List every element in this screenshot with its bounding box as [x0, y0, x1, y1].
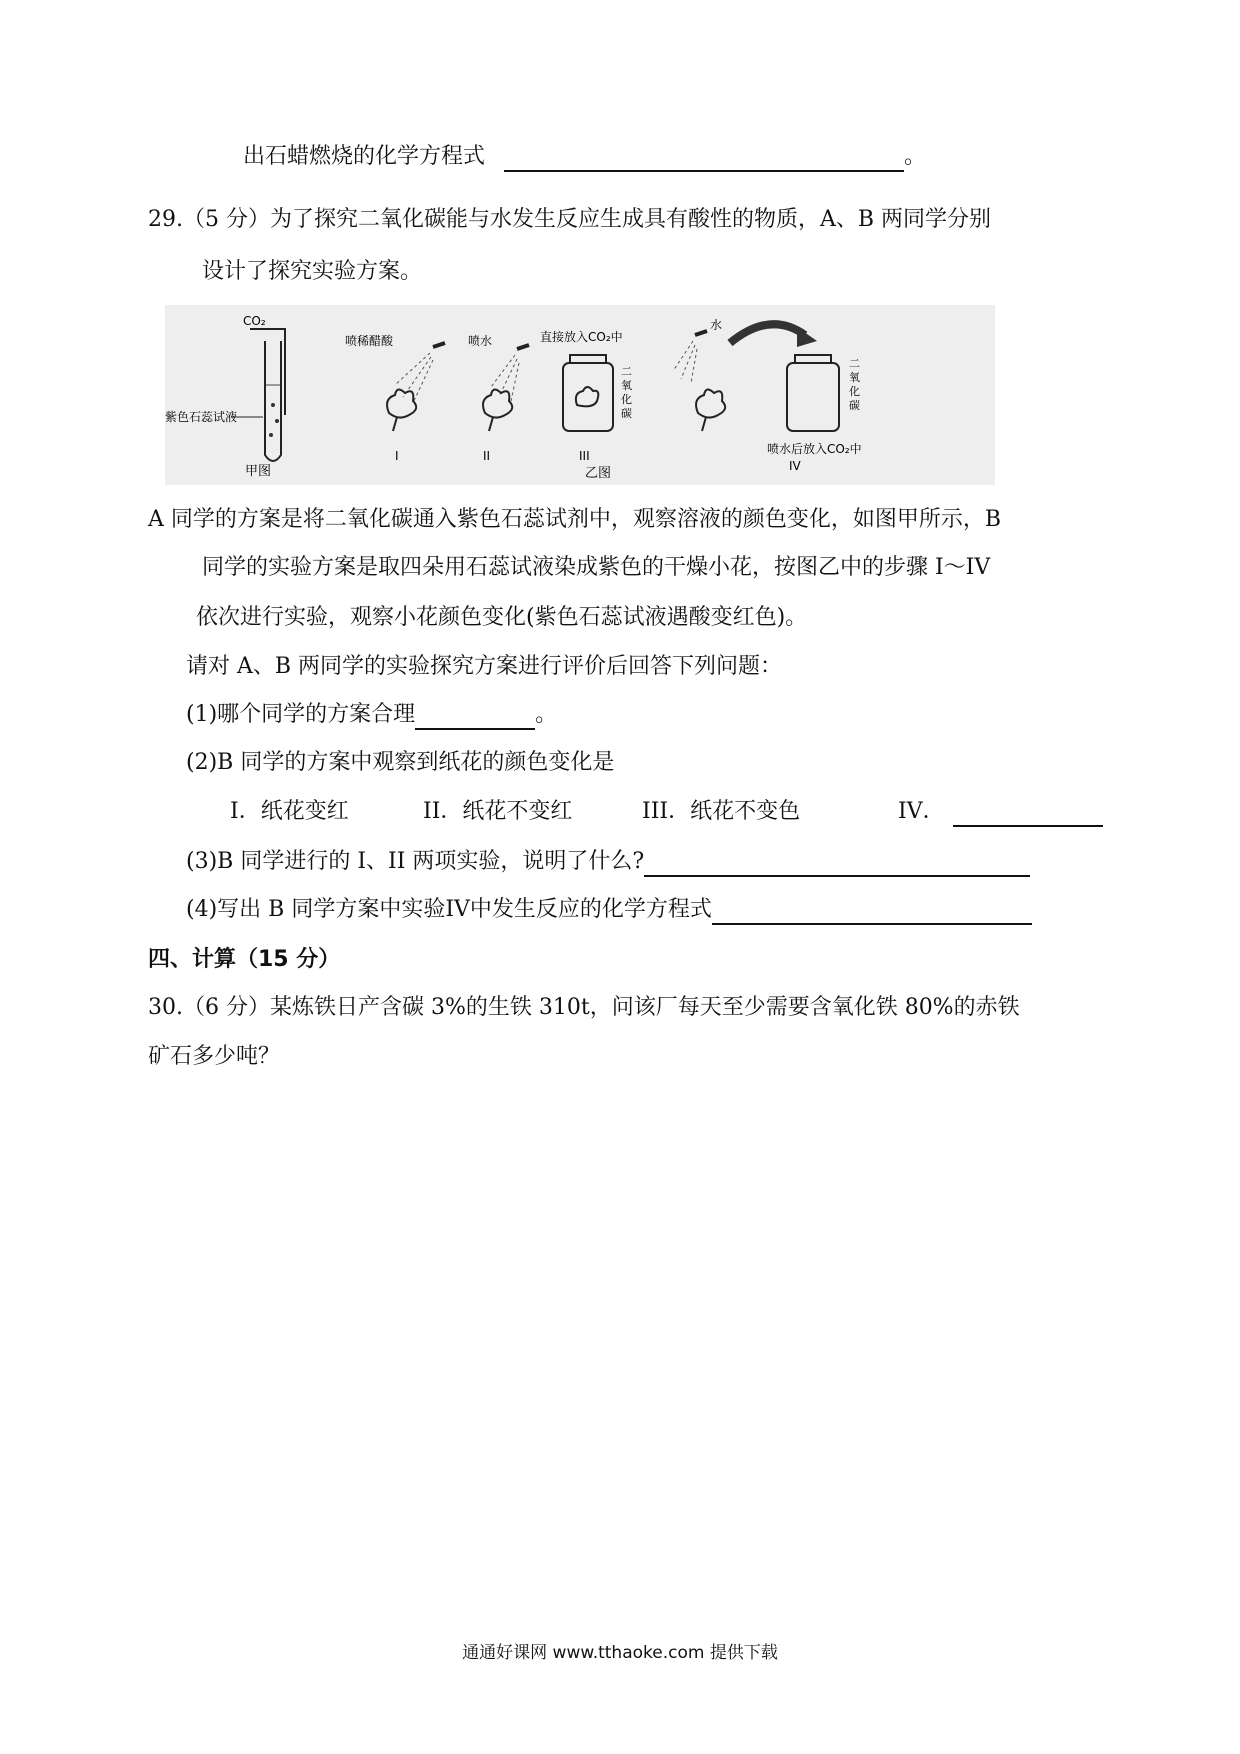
question-29-head: 29.（5 分）为了探究二氧化碳能与水发生反应生成具有酸性的物质，A、B 两同学分别 [148, 207, 992, 232]
subquestion-4-text: (4)写出 B 同学方案中实验IV中发生反应的化学方程式 [186, 897, 712, 922]
subquestion-2: (2)B 同学的方案中观察到纸花的颜色变化是 [186, 750, 615, 775]
subquestion-3 [186, 847, 1030, 877]
subquestion-4-blank[interactable] [712, 899, 1032, 925]
step1-roman: I [395, 449, 399, 463]
svg-text:氧: 氧 [849, 371, 860, 384]
step1-label: 喷稀醋酸 [345, 334, 394, 348]
question-29-cont: 设计了探究实验方案。 [202, 259, 423, 284]
step3-roman: III [579, 449, 590, 463]
option-1: I．纸花变红 [230, 799, 349, 824]
flower-2 [483, 389, 512, 417]
prompt-text: 出石蜡燃烧的化学方程式 [243, 144, 486, 169]
step4-water-label: 水 [710, 318, 723, 332]
svg-text:氧: 氧 [621, 379, 632, 392]
para-line-1: A 同学的方案是将二氧化碳通入紫色石蕊试剂中，观察溶液的颜色变化，如图甲所示，B [148, 507, 1002, 532]
co2-label: CO₂ [243, 314, 266, 328]
svg-text:碳: 碳 [849, 399, 860, 412]
flower-4 [696, 389, 725, 417]
jar-lid-4 [795, 355, 831, 363]
sprayer-4 [695, 331, 707, 335]
litmus-label: 紫色石蕊试液 [165, 410, 238, 424]
period: 。 [904, 144, 927, 169]
option-2: II．纸花不变红 [423, 799, 573, 824]
page-footer: 通通好课网 www.tthaoke.com 提供下载 [462, 1643, 778, 1663]
option-3: III．纸花不变色 [642, 799, 801, 824]
experiment-diagram [165, 305, 995, 485]
section-4-heading: 四、计算（15 分） [148, 947, 341, 972]
figure-yi-caption: 乙图 [585, 466, 612, 481]
experiment-figure [165, 305, 995, 485]
option-4-label: IV． [898, 799, 945, 824]
step4-label: 喷水后放入CO₂中 [767, 442, 862, 456]
svg-text:化: 化 [621, 393, 632, 406]
para-line-3: 依次进行实验，观察小花颜色变化(紫色石蕊试液遇酸变红色)。 [196, 605, 808, 630]
subquestion-3-text: (3)B 同学进行的 I、II 两项实验，说明了什么? [186, 849, 645, 874]
question-30-cont: 矿石多少吨？ [148, 1044, 281, 1069]
svg-text:二: 二 [849, 357, 860, 370]
sprayer-2 [517, 345, 529, 349]
gas-label-3 [621, 365, 632, 420]
subquestion-1 [186, 700, 557, 730]
option-4-blank[interactable] [953, 801, 1103, 827]
option-4 [898, 797, 1103, 827]
answer-blank[interactable] [504, 146, 904, 172]
subquestion-3-blank[interactable] [644, 851, 1030, 877]
step3-label: 直接放入CO₂中 [540, 330, 623, 344]
subquestion-1-period: 。 [535, 702, 558, 727]
question-30-head: 30.（6 分）某炼铁日产含碳 3%的生铁 310t，问该厂每天至少需要含氧化铁 80%的赤铁 [148, 995, 1020, 1020]
answer-line-paraffin [243, 142, 926, 172]
svg-text:二: 二 [621, 365, 632, 378]
subquestion-1-text: (1)哪个同学的方案合理 [186, 702, 416, 727]
jar-lid-3 [570, 355, 606, 363]
sprayer-1 [433, 343, 445, 347]
step2-label: 喷水 [468, 334, 493, 348]
para-line-2: 同学的实验方案是取四朵用石蕊试液染成紫色的干燥小花，按图乙中的步骤 I～IV [202, 555, 991, 580]
gas-tube [250, 329, 285, 415]
svg-text:碳: 碳 [621, 407, 632, 420]
flower-1 [387, 389, 416, 417]
test-tube [265, 341, 281, 461]
para-line-4: 请对 A、B 两同学的实验探究方案进行评价后回答下列问题： [186, 654, 783, 679]
svg-text:化: 化 [849, 385, 860, 398]
step2-roman: II [483, 449, 491, 463]
figure-jia-caption: 甲图 [245, 464, 272, 479]
gas-label-4 [849, 357, 860, 412]
flower-3 [576, 387, 598, 406]
transfer-arrow [730, 324, 805, 343]
subquestion-4 [186, 895, 1032, 925]
jar-4 [787, 363, 839, 431]
jar-3 [563, 363, 613, 431]
step4-roman: IV [789, 459, 801, 473]
subquestion-1-blank[interactable] [415, 704, 535, 730]
